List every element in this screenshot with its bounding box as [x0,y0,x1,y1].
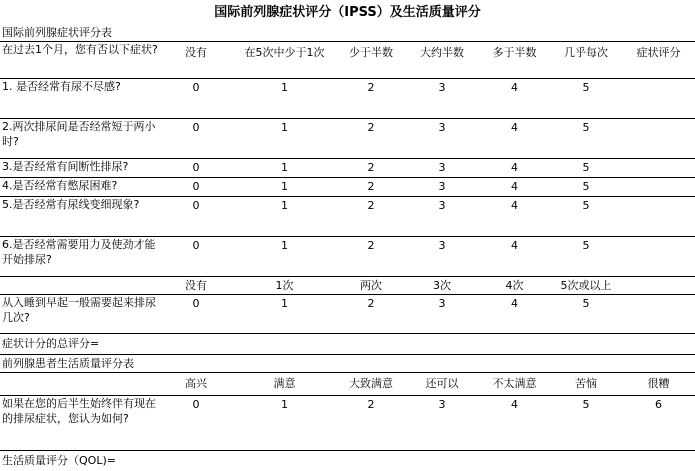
score-option[interactable]: 4 [479,79,550,119]
ipss-header-question: 在过去1个月，您有否以下症状? [0,42,160,79]
score-cell[interactable] [622,237,695,277]
question-text: 从入睡到早起一般需要起来排尿几次? [0,295,160,334]
score-option[interactable]: 2 [337,178,405,197]
score-cell[interactable] [622,119,695,159]
night-column-header: 5次或以上 [550,277,622,295]
question-text: 4.是否经常有憋尿困难? [0,178,160,197]
night-column-header: 没有 [160,277,232,295]
score-option[interactable]: 3 [405,159,479,178]
score-option[interactable]: 3 [405,237,479,277]
score-option[interactable]: 3 [405,295,479,334]
score-option[interactable]: 2 [337,237,405,277]
score-option[interactable]: 5 [550,159,622,178]
score-option[interactable]: 0 [160,119,232,159]
score-option[interactable]: 1 [232,159,337,178]
qol-total-label: 生活质量评分（QOL)= [0,451,695,471]
score-cell[interactable] [622,159,695,178]
qol-score-option[interactable]: 1 [232,396,337,451]
qol-question-text: 如果在您的后半生始终伴有现在的排尿症状，您认为如何? [0,396,160,451]
question-row [0,295,695,334]
qol-column-header: 苦恼 [550,373,622,396]
qol-column-header: 很糟 [622,373,695,396]
score-cell[interactable] [622,295,695,334]
score-option[interactable]: 5 [550,197,622,237]
qol-column-header: 满意 [232,373,337,396]
question-row [0,159,695,178]
score-cell[interactable] [622,178,695,197]
night-header-blank [0,277,160,295]
night-column-header: 4次 [479,277,550,295]
score-option[interactable]: 2 [337,159,405,178]
question-text: 2.两次排尿间是否经常短于两小时? [0,119,160,159]
score-option[interactable]: 1 [232,119,337,159]
score-option[interactable]: 4 [479,237,550,277]
score-option[interactable]: 1 [232,178,337,197]
night-column-header: 3次 [405,277,479,295]
score-option[interactable]: 3 [405,178,479,197]
question-row [0,79,695,119]
score-option[interactable]: 0 [160,79,232,119]
score-option[interactable]: 4 [479,178,550,197]
qol-question-row [0,396,695,451]
column-header: 没有 [160,42,232,79]
score-option[interactable]: 1 [232,237,337,277]
score-option[interactable]: 1 [232,197,337,237]
qol-column-header: 不太满意 [479,373,550,396]
score-cell[interactable] [622,197,695,237]
column-header-score: 症状评分 [622,42,695,79]
score-option[interactable]: 5 [550,178,622,197]
score-option[interactable]: 5 [550,237,622,277]
score-option[interactable]: 4 [479,295,550,334]
ipss-table [0,24,695,471]
score-option[interactable]: 1 [232,295,337,334]
qol-score-option[interactable]: 4 [479,396,550,451]
qol-score-option[interactable]: 5 [550,396,622,451]
qol-section-label: 前列腺患者生活质量评分表 [0,355,695,373]
column-header: 多于半数 [479,42,550,79]
qol-score-option[interactable]: 6 [622,396,695,451]
score-option[interactable]: 0 [160,295,232,334]
qol-score-option[interactable]: 3 [405,396,479,451]
score-option[interactable]: 3 [405,197,479,237]
qol-score-option[interactable]: 0 [160,396,232,451]
column-header: 几乎每次 [550,42,622,79]
column-header: 在5次中少于1次 [232,42,337,79]
score-option[interactable]: 3 [405,79,479,119]
question-text: 6.是否经常需要用力及使劲才能开始排尿? [0,237,160,277]
qol-column-header: 高兴 [160,373,232,396]
question-text: 1. 是否经常有尿不尽感? [0,79,160,119]
question-text: 5.是否经常有尿线变细现象? [0,197,160,237]
score-option[interactable]: 2 [337,295,405,334]
score-option[interactable]: 2 [337,79,405,119]
score-option[interactable]: 0 [160,197,232,237]
ipss-section-label: 国际前列腺症状评分表 [0,24,695,42]
question-row [0,197,695,237]
column-header: 少于半数 [337,42,405,79]
question-row [0,119,695,159]
score-option[interactable]: 4 [479,159,550,178]
column-header: 大约半数 [405,42,479,79]
night-header-blank [622,277,695,295]
qol-column-header: 还可以 [405,373,479,396]
score-option[interactable]: 0 [160,159,232,178]
ipss-total-label: 症状计分的总评分= [0,334,695,355]
score-option[interactable]: 2 [337,197,405,237]
qol-header-blank [0,373,160,396]
question-text: 3.是否经常有间断性排尿? [0,159,160,178]
score-option[interactable]: 4 [479,197,550,237]
qol-column-header: 大致满意 [337,373,405,396]
score-cell[interactable] [622,79,695,119]
score-option[interactable]: 5 [550,295,622,334]
score-option[interactable]: 2 [337,119,405,159]
night-column-header: 1次 [232,277,337,295]
page-title: 国际前列腺症状评分（IPSS）及生活质量评分 [0,4,695,22]
score-option[interactable]: 5 [550,79,622,119]
score-option[interactable]: 0 [160,237,232,277]
score-option[interactable]: 0 [160,178,232,197]
score-option[interactable]: 4 [479,119,550,159]
score-option[interactable]: 1 [232,79,337,119]
qol-score-option[interactable]: 2 [337,396,405,451]
score-option[interactable]: 5 [550,119,622,159]
question-row [0,237,695,277]
question-row [0,178,695,197]
score-option[interactable]: 3 [405,119,479,159]
night-column-header: 两次 [337,277,405,295]
